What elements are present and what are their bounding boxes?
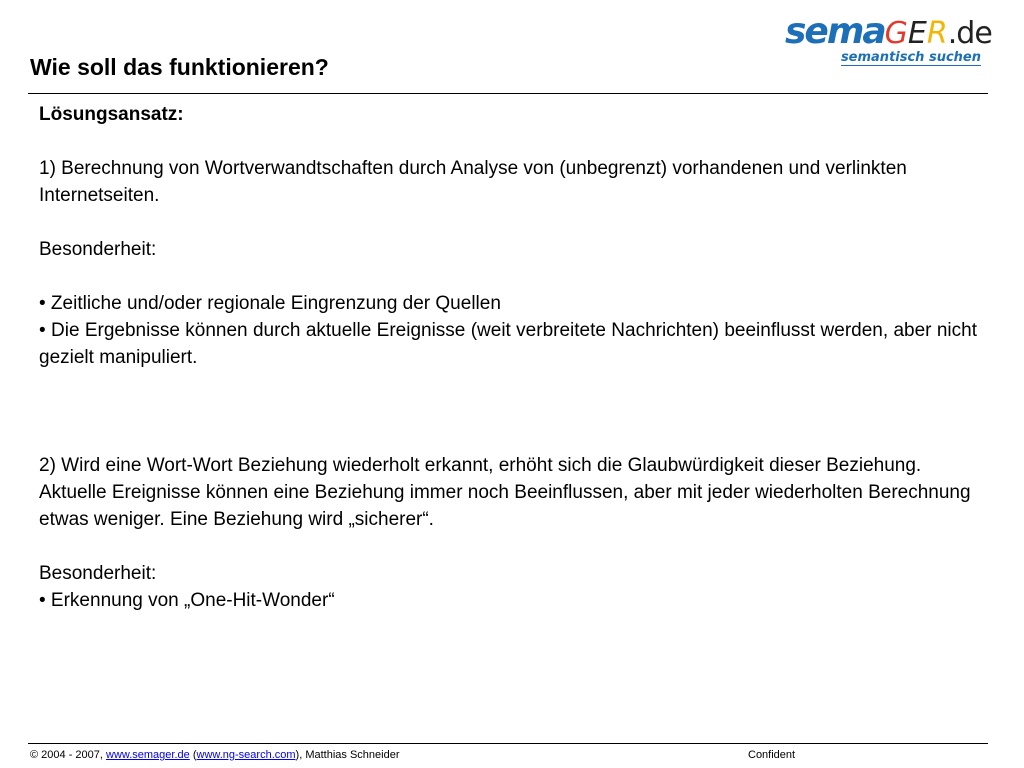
footer-copyright	[30, 749, 399, 761]
special-label-2: Besonderheit:	[39, 563, 157, 584]
bullet-item: • Erkennung von „One-Hit-Wonder“	[39, 590, 335, 611]
spacer	[39, 263, 977, 290]
footer-link-semager[interactable]: www.semager.de	[106, 749, 190, 761]
logo-letter-e: E	[907, 16, 927, 51]
spacer	[39, 371, 977, 452]
logo-domain: .de	[947, 16, 992, 51]
logo-wordmark	[785, 11, 992, 52]
bullet-item: • Die Ergebnisse können durch aktuelle Ereignisse (weit verbreitete Nachrichten) beeinflusst werden, aber nicht gezielt manipuliert.	[39, 320, 977, 368]
point-1: 1) Berechnung von Wortverwandtschaften durch Analyse von (unbegrenzt) vorhandenen und verlinkten Internetseiten.	[39, 158, 907, 206]
header-divider	[28, 93, 988, 94]
spacer	[39, 209, 977, 236]
footer-confidential: Confident	[748, 749, 796, 761]
slide-title: Wie soll das funktionieren?	[30, 54, 329, 80]
footer-divider	[28, 743, 988, 744]
logo-sema: sema	[785, 11, 885, 52]
section-heading: Lösungsansatz:	[39, 104, 184, 125]
footer-author: ), Matthias Schneider	[295, 749, 400, 761]
spacer	[39, 128, 977, 155]
logo-letter-g: G	[884, 16, 908, 51]
bullet-item: • Zeitliche und/oder regionale Eingrenzung der Quellen	[39, 293, 501, 314]
slide-body	[39, 101, 977, 614]
footer-paren: (	[189, 749, 197, 761]
footer-link-ng-search[interactable]: www.ng-search.com	[196, 749, 296, 761]
point-2: 2) Wird eine Wort-Wort Beziehung wiederholt erkannt, erhöht sich die Glaubwürdigkeit dieser Beziehung. Aktuelle Ereignisse können eine Beziehung immer noch Beeinflussen, aber mit jeder wiederholten Berechnung etwas weniger. Eine Beziehung wird „sicherer“.	[39, 455, 971, 530]
footer-prefix: © 2004 - 2007,	[30, 749, 106, 761]
logo-letter-r: R	[926, 16, 948, 51]
logo-tagline: semantisch suchen	[840, 50, 981, 65]
spacer	[39, 533, 977, 560]
semager-logo	[785, 11, 992, 70]
special-label-1: Besonderheit:	[39, 239, 157, 260]
